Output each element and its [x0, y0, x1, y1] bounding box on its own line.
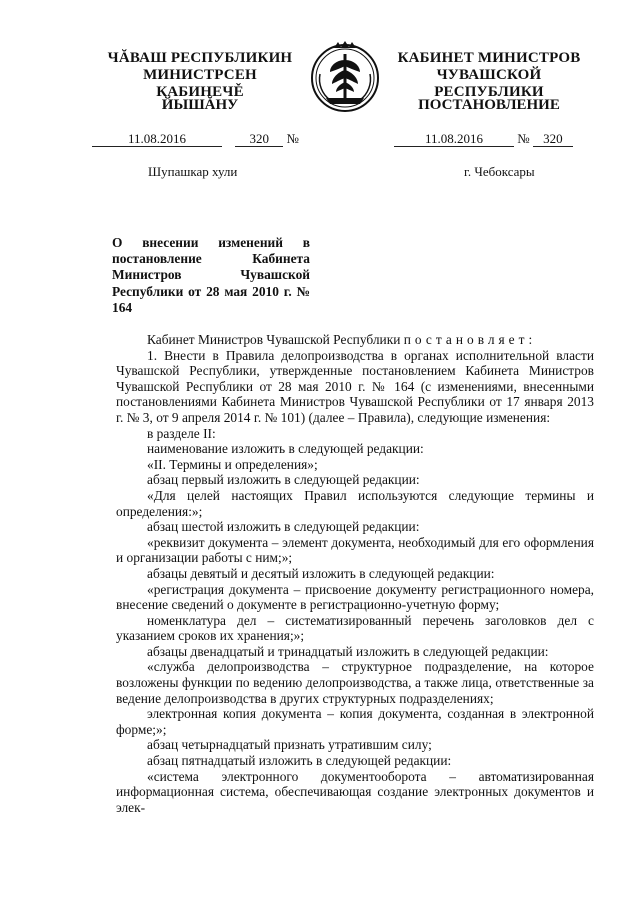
doc-date-chuvash: 11.08.2016 — [92, 131, 222, 147]
org-name-chuvash-line2: МИНИСТРСЕН КАБИНЕЧĚ — [143, 67, 257, 100]
number-sign-russian: № — [517, 131, 530, 146]
org-name-russian-line2: ЧУВАШСКОЙ РЕСПУБЛИКИ — [434, 67, 544, 100]
body-paragraph: абзацы девятый и десятый изложить в следующей редакции: — [147, 565, 495, 581]
body-paragraph: 1. Внести в Правила делопроизводства в органах исполнительной власти Чувашской Республики, утвержденные постановлением Кабинета Министров Чувашской Республики от 28 мая 2010 г. № 164 (с изменениями, внесенными постановлениями Кабинета Министров Чувашской Республики от 17 января 2013 г. № 3, от 9 апреля 2014 г. № 101) (далее – Правила), следующие изменения: — [116, 347, 594, 425]
intro-text: Кабинет Министров Чувашской Республики — [147, 332, 401, 347]
doc-date-number-chuvash — [92, 131, 299, 147]
doc-type-chuvash: ЙЫШĂНУ — [161, 97, 239, 113]
org-name-chuvash-line1: ЧĂВАШ РЕСПУБЛИКИН — [107, 50, 293, 66]
intro-verb: постановляет: — [403, 332, 537, 347]
org-name-chuvash — [100, 50, 300, 101]
doc-number-chuvash: 320 — [235, 131, 283, 147]
doc-number-russian: 320 — [533, 131, 573, 147]
doc-type-russian: ПОСТАНОВЛЕНИЕ — [418, 97, 560, 113]
org-name-russian-line1: КАБИНЕТ МИНИСТРОВ — [397, 50, 581, 66]
body-paragraph: «II. Термины и определения»; — [147, 456, 318, 472]
doc-date-number-russian — [394, 131, 573, 147]
body-paragraph: абзац пятнадцатый изложить в следующей редакции: — [147, 753, 452, 769]
document-body — [116, 332, 594, 815]
intro-paragraph — [116, 332, 594, 348]
body-paragraph: абзацы двенадцатый и тринадцатый изложить в следующей редакции: — [147, 643, 549, 659]
body-paragraph: «Для целей настоящих Правил используются следующие термины и определения:»; — [116, 487, 594, 519]
body-paragraph: абзац первый изложить в следующей редакции: — [147, 472, 420, 488]
body-paragraph: номенклатура дел – систематизированный перечень заголовков дел с указанием сроков их хранения;»; — [116, 612, 594, 644]
body-paragraph: электронная копия документа – копия документа, созданная в электронной форме;»; — [116, 706, 594, 737]
org-name-russian — [384, 50, 594, 101]
body-paragraph: «система электронного документооборота – автоматизированная информационная система, обеспечивающая создание электронных документов и элек- — [116, 768, 594, 815]
place-chuvash: Шупашкар хули — [148, 164, 238, 179]
body-paragraph: «реквизит документа – элемент документа, необходимый для его оформления и организации работы с ним;»; — [116, 534, 594, 566]
chuvash-republic-emblem-icon — [308, 40, 382, 114]
doc-date-russian: 11.08.2016 — [394, 131, 514, 147]
document-subject: О внесении изменений в постановление Кабинета Министров Чувашской Республики от 28 мая 2010 г. № 164 — [112, 235, 310, 315]
body-paragraph: «служба делопроизводства – структурное подразделение, на которое возложены функции по ведению делопроизводства, а также лица, ответственные за ведение делопроизводства в других структурных подразделениях; — [116, 659, 594, 706]
body-paragraph: абзац шестой изложить в следующей редакции: — [147, 519, 420, 535]
body-paragraph: «регистрация документа – присвоение документу регистрационного номера, внесение сведений о документе в регистрационно-учетную форму; — [116, 581, 594, 613]
number-sign-chuvash: № — [286, 131, 299, 146]
body-paragraph: абзац четырнадцатый признать утратившим силу; — [147, 737, 432, 753]
place-russian: г. Чебоксары — [464, 164, 535, 179]
body-paragraph: в разделе II: — [147, 425, 216, 441]
body-paragraph: наименование изложить в следующей редакции: — [147, 441, 424, 457]
